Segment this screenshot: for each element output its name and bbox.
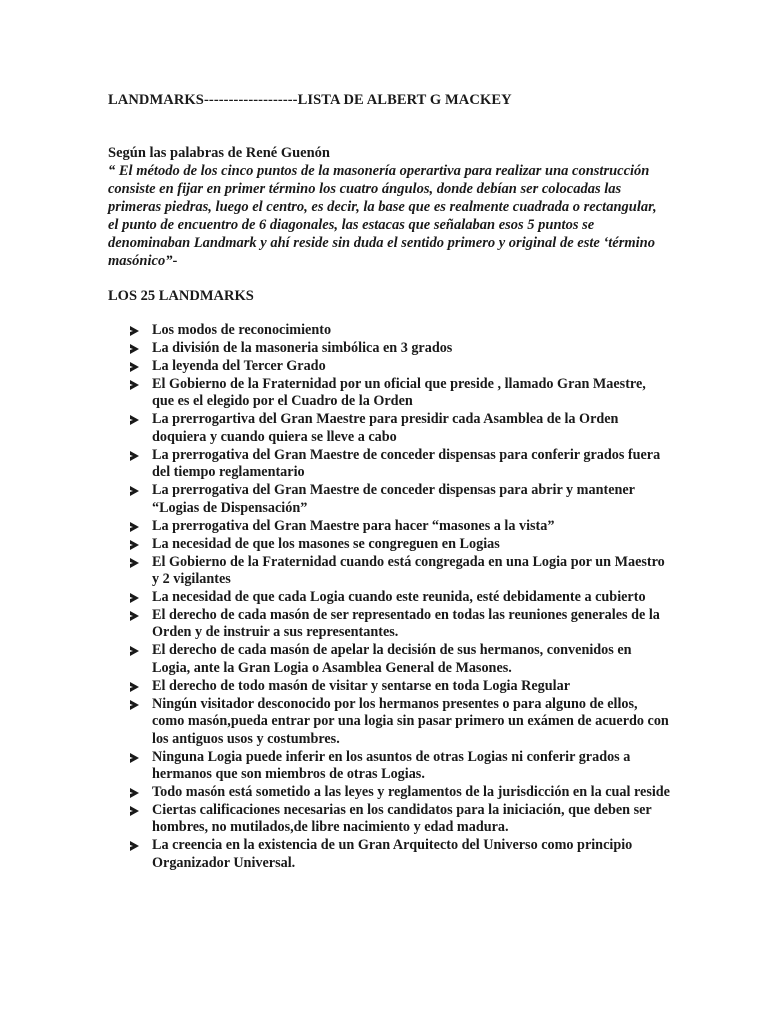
landmark-text: La necesidad de que cada Logia cuando este reunida, esté debidamente a cubierto bbox=[152, 589, 646, 606]
right-arrowhead-bullet-icon bbox=[130, 326, 139, 336]
right-arrowhead-bullet-icon bbox=[130, 380, 139, 390]
landmark-text: El Gobierno de la Fraternidad cuando está congregada en una Logia por un Maestro y 2 vigilantes bbox=[152, 553, 665, 588]
quote-suffix: - bbox=[172, 253, 178, 269]
guenon-quote bbox=[108, 162, 668, 270]
landmark-text: El Gobierno de la Fraternidad por un oficial que preside , llamado Gran Maestre, que es el elegido por el Cuadro de la Orden bbox=[152, 376, 646, 410]
landmark-item bbox=[130, 482, 670, 517]
right-arrowhead-bullet-icon bbox=[130, 451, 139, 461]
landmark-item bbox=[130, 340, 670, 357]
right-arrowhead-bullet-icon bbox=[130, 593, 139, 603]
landmark-text: La prerrogativa del Gran Maestre de conceder dispensas para abrir y mantener “Logias de Dispensación” bbox=[152, 482, 635, 516]
landmark-text: El derecho de todo masón de visitar y sentarse en toda Logia Regular bbox=[152, 677, 570, 694]
right-arrowhead-bullet-icon bbox=[130, 753, 139, 763]
landmark-text: La división de la masoneria simbólica en 3 grados bbox=[152, 340, 453, 356]
right-arrowhead-bullet-icon bbox=[130, 682, 139, 692]
landmark-item bbox=[130, 447, 670, 482]
landmark-item bbox=[130, 411, 670, 446]
landmark-text: La prerrogartiva del Gran Maestre para presidir cada Asamblea de la Orden doquiera y cuando quiera se lleve a cabo bbox=[152, 411, 619, 445]
landmark-item bbox=[130, 837, 670, 872]
landmarks-list bbox=[130, 322, 670, 873]
document-title: LANDMARKS-------------------LISTA DE ALBERT G MACKEY bbox=[108, 92, 512, 108]
landmark-text: Ningún visitador desconocido por los hermanos presentes o para alguno de ellos, como masón,pueda entrar por una logia sin pasar primero un exámen de acuerdo con los antiguos usos y costumbres. bbox=[152, 695, 669, 747]
landmark-item bbox=[130, 589, 670, 606]
landmark-item bbox=[130, 678, 670, 695]
landmark-item bbox=[130, 518, 670, 535]
landmark-text: Ciertas calificaciones necesarias en los candidatos para la iniciación, que deben ser hombres, no mutilados,de libre nacimiento y edad madura. bbox=[152, 802, 652, 836]
landmark-item bbox=[130, 749, 670, 784]
landmark-item bbox=[130, 536, 670, 553]
right-arrowhead-bullet-icon bbox=[130, 540, 139, 550]
landmark-text: La prerrogativa del Gran Maestre para hacer “masones a la vista” bbox=[152, 517, 555, 534]
right-arrowhead-bullet-icon bbox=[130, 362, 139, 372]
landmark-text: El derecho de cada masón de ser representado en todas las reuniones generales de la Orden y de instruir a sus representantes. bbox=[152, 607, 660, 641]
landmark-text: La leyenda del Tercer Grado bbox=[152, 358, 326, 374]
landmark-text: El derecho de cada masón de apelar la decisión de sus hermanos, convenidos en Logia, ante la Gran Logia o Asamblea General de Masones. bbox=[152, 642, 632, 676]
intro-section bbox=[108, 144, 668, 270]
landmark-item bbox=[130, 607, 670, 642]
right-arrowhead-bullet-icon bbox=[130, 788, 139, 798]
right-arrowhead-bullet-icon bbox=[130, 415, 139, 425]
landmark-text: La necesidad de que los masones se congreguen en Logias bbox=[152, 535, 500, 552]
right-arrowhead-bullet-icon bbox=[130, 558, 139, 568]
landmark-text: Los modos de reconocimiento bbox=[152, 322, 332, 338]
landmark-text: La creencia en la existencia de un Gran Arquitecto del Universo como principio Organizador Universal. bbox=[152, 837, 633, 871]
landmark-item bbox=[130, 376, 670, 411]
right-arrowhead-bullet-icon bbox=[130, 841, 139, 851]
landmark-item bbox=[130, 696, 670, 748]
right-arrowhead-bullet-icon bbox=[130, 611, 139, 621]
right-arrowhead-bullet-icon bbox=[130, 806, 139, 816]
landmark-item bbox=[130, 642, 670, 677]
landmark-text: Todo masón está sometido a las leyes y reglamentos de la jurisdicción en la cual reside bbox=[152, 784, 670, 801]
right-arrowhead-bullet-icon bbox=[130, 344, 139, 354]
landmark-item bbox=[130, 554, 670, 589]
landmark-item bbox=[130, 322, 670, 339]
right-arrowhead-bullet-icon bbox=[130, 522, 139, 532]
quote-text: “ El método de los cinco puntos de la masonería operartiva para realizar una construcción consiste en fijar en primer término los cuatro ángulos, donde debían ser colocadas las primeras piedras, luego el centro, es decir, la base que es realmente cuadrada o rectangular, el punto de encuentro de 6 diagonales, las estacas que señalaban esos 5 puntos se denominaban Landmark y ahí reside sin duda el sentido primero y original de este ‘término masónico” bbox=[108, 163, 657, 269]
landmark-item bbox=[130, 358, 670, 375]
landmark-text: La prerrogativa del Gran Maestre de conceder dispensas para conferir grados fuera del tiempo reglamentario bbox=[152, 446, 661, 481]
right-arrowhead-bullet-icon bbox=[130, 646, 139, 656]
landmarks-heading: LOS 25 LANDMARKS bbox=[108, 288, 254, 304]
intro-heading: Según las palabras de René Guenón bbox=[108, 145, 330, 161]
landmark-item bbox=[130, 784, 670, 801]
right-arrowhead-bullet-icon bbox=[130, 486, 139, 496]
landmark-text: Ninguna Logia puede inferir en los asuntos de otras Logias ni conferir grados a hermanos que son miembros de otras Logias. bbox=[152, 748, 631, 783]
right-arrowhead-bullet-icon bbox=[130, 700, 139, 710]
landmark-item bbox=[130, 802, 670, 837]
